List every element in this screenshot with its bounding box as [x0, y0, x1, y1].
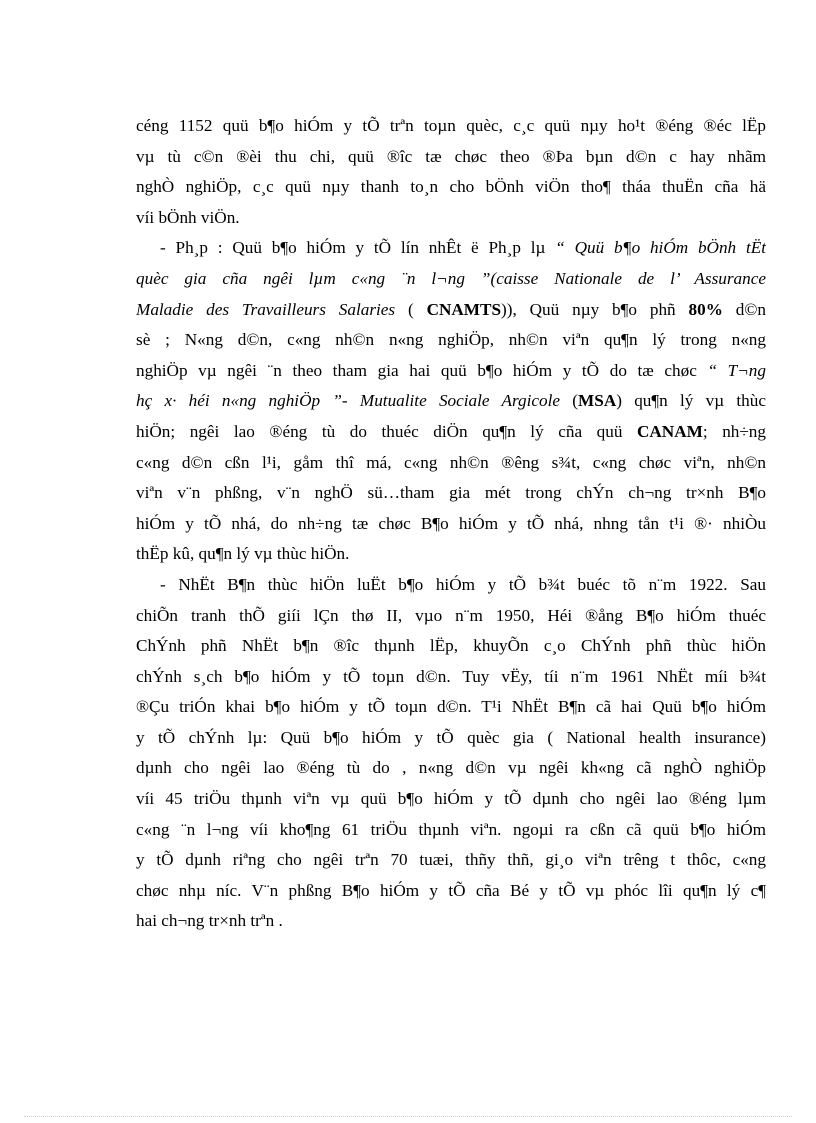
- bold-fragment: 80%: [688, 299, 723, 319]
- bold-fragment: MSA: [578, 391, 617, 411]
- paragraph-japan: [136, 570, 766, 937]
- text-line: chøc nhµ níc. V¨n phßng B¶o hiÓm y tÕ cña Bé y tÕ vµ phóc lîi qu¶n lý c¶: [136, 880, 766, 900]
- text-line: chÝnh s¸ch b¶o hiÓm y tÕ toµn d©n. Tuy vËy, tíi n¨m 1961 NhËt míi b¾t: [136, 666, 766, 686]
- text-fragment: d©n: [722, 299, 766, 319]
- text-line: c«ng ¨n l¬ng víi kho¶ng 61 triÖu thµnh viªn. ngoµi ra cßn cã quü b¶o hiÓm: [136, 819, 766, 839]
- text-line: hiÓm y tÕ nhá, do nh÷ng tæ chøc B¶o hiÓm y tÕ nhá, nhng tån t¹i ®· nhiÒu: [136, 513, 766, 533]
- text-fragment: ; nh÷ng: [702, 421, 766, 441]
- text-line: y tÕ chÝnh lµ: Quü b¶o hiÓm y tÕ quèc gia ( National health insurance): [136, 727, 766, 747]
- bold-fragment: CANAM: [636, 421, 703, 441]
- text-line: ChÝnh phñ NhËt b¶n ®îc thµnh lËp, khuyÕn c¸o ChÝnh phñ thùc hiÖn: [136, 636, 766, 656]
- italic-fragment: “ Quü b¶o hiÓm bÖnh tËt: [555, 238, 766, 258]
- text-line: víi 45 triÖu thµnh viªn vµ quü b¶o hiÓm y tÕ dµnh cho ngêi lao ®éng lµm: [136, 789, 766, 809]
- italic-fragment: hç x· héi n«ng nghiÖp ”- Mutualite Sociale Argicole: [136, 391, 561, 411]
- page-bottom-divider: [24, 1116, 792, 1117]
- paragraph-france: [136, 233, 766, 570]
- text-line: thËp kû, qu¶n lý vµ thùc hiÖn.: [136, 544, 350, 564]
- text-line: [136, 417, 766, 448]
- text-fragment: )), Quü nµy b¶o phñ: [501, 299, 689, 319]
- text-line: y tÕ dµnh riªng cho ngêi trªn 70 tuæi, thñy thñ, gi¸o viªn trêng t thôc, c«ng: [136, 850, 766, 870]
- text-fragment: ) qu¶n lý vµ thùc: [616, 391, 766, 411]
- text-line: hai ch¬ng tr×nh trªn .: [136, 911, 283, 931]
- text-line: [136, 356, 766, 387]
- italic-fragment: Maladie des Travailleurs Salaries: [136, 299, 396, 319]
- text-fragment: nghiÖp vµ ngêi ¨n theo tham gia hai quü b¶o hiÓm y tÕ do tæ chøc: [136, 360, 708, 380]
- text-line: - NhËt B¶n thùc hiÖn luËt b¶o hiÓm y tÕ b¾t buéc tõ n¨m 1922. Sau: [160, 574, 766, 594]
- text-line: [136, 386, 766, 417]
- text-fragment: hiÖn; ngêi lao ®éng tù do thuéc diÖn qu¶n lý cña quü: [136, 421, 637, 441]
- text-line: quèc gia cña ngêi lµm c«ng ¨n l¬ng ”(caisse Nationale de l’ Assurance: [136, 268, 766, 288]
- text-line: ®Çu triÓn khai b¶o hiÓm y tÕ toµn d©n. T¹i NhËt B¶n cã hai Quü b¶o hiÓm: [136, 697, 766, 717]
- text-line: c«ng d©n cßn l¹i, gåm thî má, c«ng nh©n ®êng s¾t, c«ng chøc viªn, nh©n: [136, 452, 766, 472]
- bold-fragment: CNAMTS: [426, 299, 502, 319]
- paragraph-insurance-funds-germany: [136, 111, 766, 233]
- body-text: [136, 111, 766, 937]
- text-fragment: - Ph¸p : Quü b¶o hiÓm y tÕ lín nhÊt ë Ph¸p lµ: [160, 238, 556, 258]
- text-line: dµnh cho ngêi lao ®éng tù do , n«ng d©n vµ ngêi kh«ng cã nghÒ nghiÖp: [136, 758, 766, 778]
- text-line: viªn v¨n phßng, v¨n nghÖ sü…tham gia mét trong chÝn ch¬ng tr×nh B¶o: [136, 483, 766, 503]
- text-line: vµ tù c©n ®èi thu chi, quü ®îc tæ chøc theo ®Þa bµn d©n c hay nhãm: [136, 146, 766, 166]
- text-line: céng 1152 quü b¶o hiÓm y tÕ trªn toµn quèc, c¸c quü nµy ho¹t ®éng ®éc lËp: [136, 116, 766, 135]
- text-fragment: (: [560, 391, 579, 411]
- text-line: chiÕn tranh thÕ giíi lÇn thø II, vµo n¨m 1950, Héi ®ång B¶o hiÓm thuéc: [136, 605, 766, 625]
- text-fragment: (: [395, 299, 427, 319]
- text-line: víi bÖnh viÖn.: [136, 207, 240, 227]
- italic-fragment: “ T¬ng: [707, 360, 766, 380]
- text-line: [136, 233, 766, 264]
- text-line: sè ; N«ng d©n, c«ng nh©n n«ng nghiÖp, nh©n viªn qu¶n lý trong n«ng: [136, 330, 766, 350]
- text-line: [136, 295, 766, 326]
- text-line: nghÒ nghiÖp, c¸c quü nµy thanh to¸n cho bÖnh viÖn tho¶ tháa thuËn cña hä: [136, 177, 766, 197]
